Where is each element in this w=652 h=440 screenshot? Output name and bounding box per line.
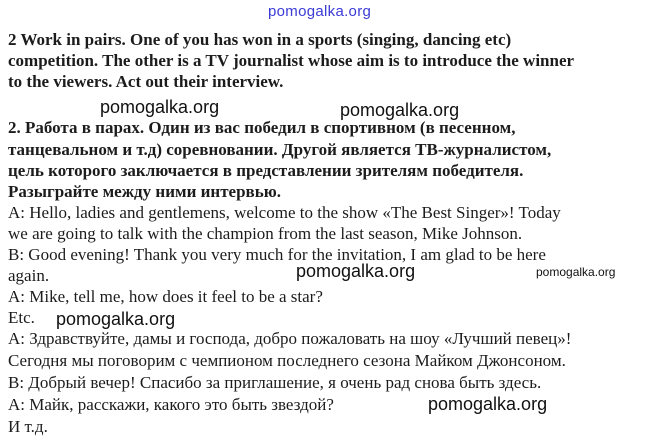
dialogue-ru-line-1: А: Здравствуйте, дамы и господа, добро пожаловать на шоу «Лучший певец»! <box>8 329 572 348</box>
task-ru-line-1: 2. Работа в парах. Один из вас победил в спортивном (в песенном, <box>8 118 516 137</box>
task-en-line-1: 2 Work in pairs. One of you has won in a sports (singing, dancing etc) <box>8 30 512 49</box>
dialogue-en-line-1: A: Hello, ladies and gentlemens, welcome to the show «The Best Singer»! Today <box>8 203 561 222</box>
task-en-line-2: competition. The other is a TV journalist whose aim is to introduce the winner <box>8 51 575 70</box>
task-ru-line-2: танцевальном и т.д) соревновании. Другой является ТВ-журналистом, <box>8 140 552 159</box>
watermark: pomogalka.org <box>536 265 616 279</box>
dialogue-ru-line-4: А: Майк, расскажи, какого это быть звездой? <box>8 395 334 414</box>
watermark: pomogalka.org <box>100 97 220 117</box>
watermark: pomogalka.org <box>340 100 460 120</box>
dialogue-en-line-3: B: Good evening! Thank you very much for the invitation, I am glad to be here <box>8 245 546 264</box>
dialogue-ru-line-2: Сегодня мы поговорим с чемпионом последнего сезона Майком Джонсоном. <box>8 351 566 370</box>
watermark: pomogalka.org <box>56 309 176 329</box>
dialogue-en-line-4: again. <box>8 266 50 285</box>
task-ru-line-4: Разыграйте между ними интервью. <box>8 182 281 201</box>
dialogue-en-line-6: Etc. <box>8 308 35 327</box>
dialogue-ru-line-5: И т.д. <box>8 417 48 436</box>
watermark-top: pomogalka.org <box>268 3 372 20</box>
task-en-line-3: to the viewers. Act out their interview. <box>8 72 284 91</box>
dialogue-en-line-5: A: Mike, tell me, how does it feel to be a star? <box>8 287 323 306</box>
dialogue-ru-line-3: В: Добрый вечер! Спасибо за приглашение, я очень рад снова быть здесь. <box>8 373 542 392</box>
dialogue-en-line-2: we are going to talk with the champion from the last season, Mike Johnson. <box>8 224 523 243</box>
watermark: pomogalka.org <box>428 394 548 414</box>
watermark: pomogalka.org <box>296 261 416 281</box>
task-ru-line-3: цель которого заключается в представлении зрителям победителя. <box>8 161 524 180</box>
